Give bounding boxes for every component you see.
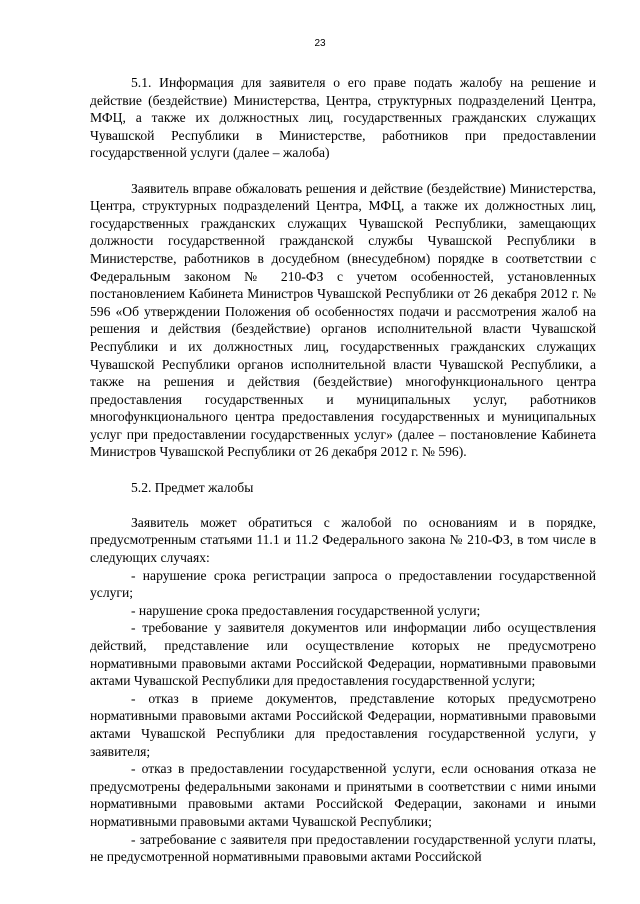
list-item: - нарушение срока регистрации запроса о предоставлении государственной услуги; [90,567,596,601]
document-body [90,74,596,866]
list-item: - затребование с заявителя при предоставлении государственной услуги платы, не предусмотренной нормативными правовыми актами Российской [90,831,596,865]
section-5-1-paragraph: Заявитель вправе обжаловать решения и действие (бездействие) Министерства, Центра, структурных подразделений Центра, МФЦ, а также их должностных лиц, государственных гражданских служащих Чувашской Республики, замещающих должности государственной гражданской службы Чувашской Республики в Министерстве, работников в досудебном (внесудебном) порядке в соответствии с Федеральным законом № 210-ФЗ с учетом особенностей, установленных постановлением Кабинета Министров Чувашской Республики от 26 декабря 2012 г. № 596 «Об утверждении Положения об особенностях подачи и рассмотрения жалоб на решения и действия (бездействие) органов исполнительной власти Чувашской Республики и их должностных лиц, государственных гражданских служащих Чувашской Республики органов исполнительной власти Чувашской Республики, а также на решения и действия (бездействие) многофункционального центра предоставления государственных и муниципальных услуг, работников многофункционального центра предоставления государственных и муниципальных услуг при предоставлении государственных услуг» (далее – постановление Кабинета Министров Чувашской Республики от 26 декабря 2012 г. № 596). [90,180,596,460]
list-item: - отказ в предоставлении государственной услуги, если основания отказа не предусмотрены федеральными законами и принятыми в соответствии с ними иными нормативными правовыми актами Российской Федерации, законами и иными нормативными правовыми актами Чувашской Республики; [90,761,596,829]
spacer [90,162,596,180]
section-5-2-paragraph: Заявитель может обратиться с жалобой по основаниям и в порядке, предусмотренным статьями 11.1 и 11.2 Федерального закона № 210-ФЗ, в том числе в следующих случаях: [90,514,596,566]
spacer [90,461,596,479]
list-item: - требование у заявителя документов или информации либо осуществления действий, представление или осуществление которых не предусмотрено нормативными правовыми актами Российской Федерации, нормативными правовыми актами Чувашской Республики для предоставления государственной услуги; [90,620,596,689]
page-number: 23 [314,38,326,49]
list-item: - отказ в приеме документов, представление которых предусмотрено нормативными правовыми актами Российской Федерации, нормативными правовыми актами Чувашской Республики для предоставления государственной услуги, у заявителя; [90,690,596,759]
list-item: - нарушение срока предоставления государственной услуги; [131,602,481,618]
section-5-2-heading: 5.2. Предмет жалобы [131,479,254,495]
spacer [90,496,596,514]
section-5-1-heading: 5.1. Информация для заявителя о его праве подать жалобу на решение и действие (бездействие) Министерства, Центра, структурных подразделений Центра, МФЦ, а также их должностных лиц, государственных гражданских служащих Чувашской Республики в Министерстве, работников при предоставлении государственной услуги (далее – жалоба) [90,75,596,161]
